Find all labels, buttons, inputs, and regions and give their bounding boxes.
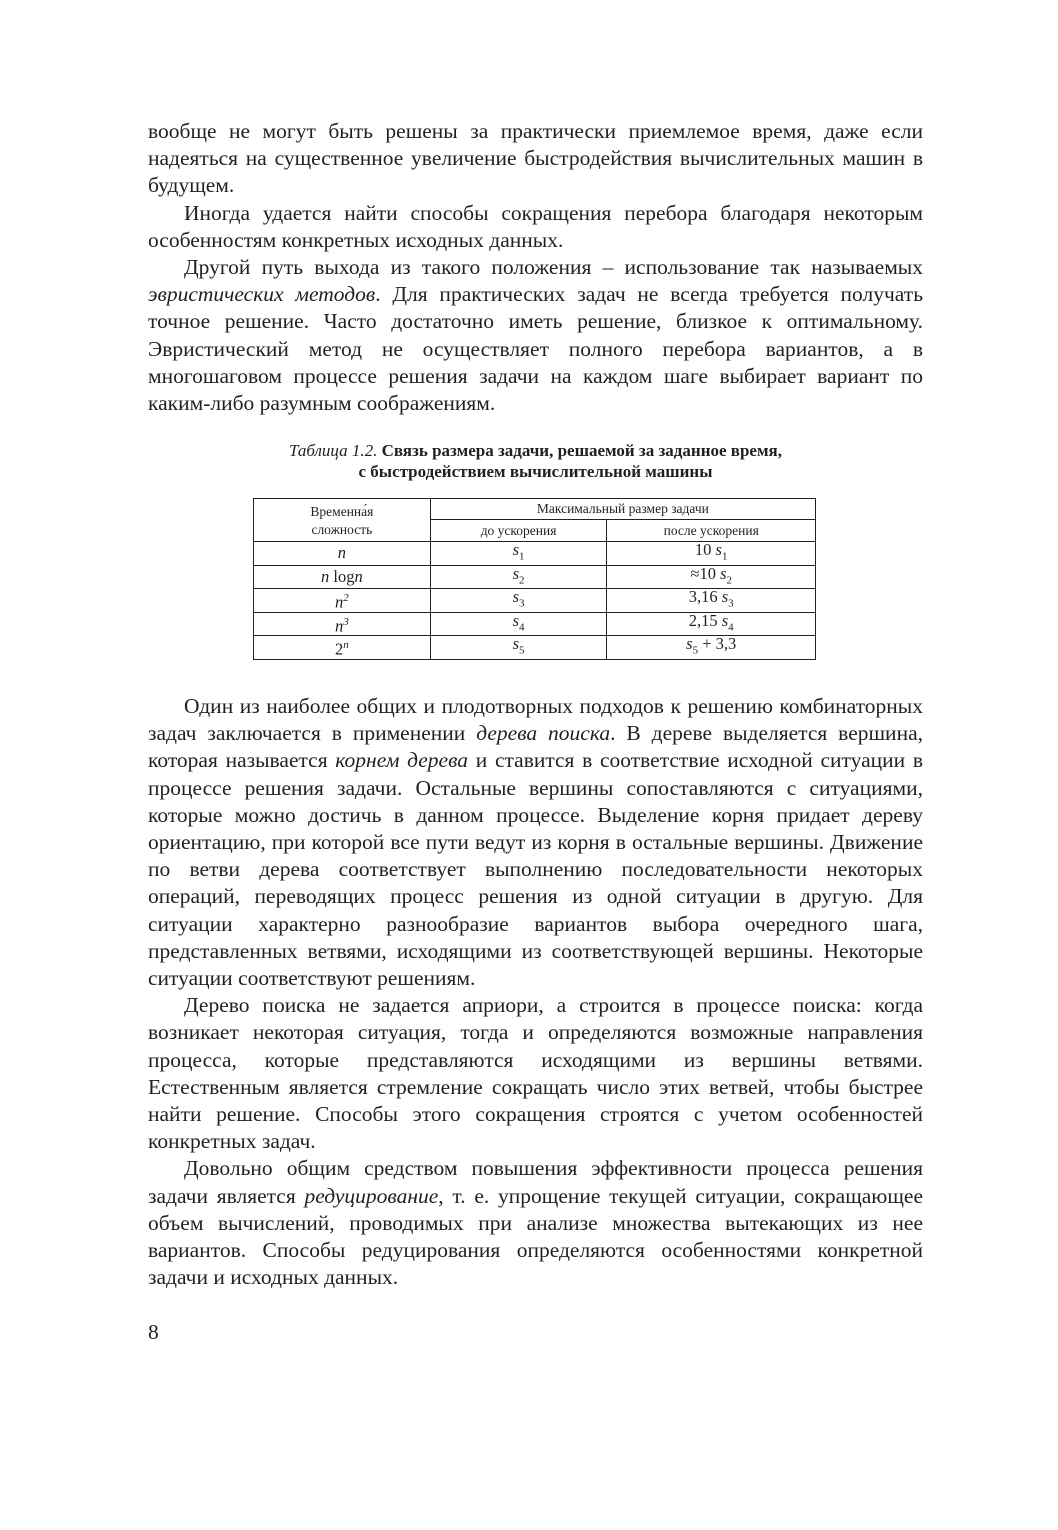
complexity-base: n [335, 592, 344, 612]
paragraph [148, 118, 923, 200]
size-var: s [720, 563, 727, 583]
header-complexity: Временна́я сложность [254, 499, 431, 542]
size-offset: + 3,3 [698, 634, 737, 654]
cell-complexity [254, 565, 431, 589]
size-var: s [686, 634, 693, 654]
paragraph-text: . В дереве выделяется вершина, которая называется [148, 721, 923, 773]
size-factor: 10 [694, 540, 716, 560]
size-var: s [721, 610, 729, 630]
size-index: 3 [519, 597, 525, 610]
table-row [254, 636, 816, 660]
size-index: 4 [728, 620, 734, 633]
complexity-base: n log [321, 566, 355, 586]
complexity-base: n [335, 616, 344, 635]
paragraph-text: Другой путь выхода из такого положения – использование так называемых [184, 255, 923, 280]
cell-after [607, 589, 816, 613]
size-var: s [512, 610, 520, 630]
size-index: 2 [519, 573, 525, 586]
cell-after [607, 542, 816, 566]
complexity-exponent: 3 [343, 615, 349, 628]
cell-before [430, 636, 607, 660]
size-factor: 2,15 [688, 610, 722, 630]
complexity-exponent: n [343, 639, 349, 651]
cell-after [607, 636, 816, 660]
complexity-base: 2 [335, 639, 344, 659]
size-var: s [512, 540, 520, 560]
page-number: 8 [148, 1320, 159, 1344]
text-block-bottom [148, 693, 923, 1291]
cell-before [430, 589, 607, 613]
header-before: до ускорения [430, 520, 607, 542]
table-row [254, 612, 816, 636]
size-factor: 3,16 [688, 587, 722, 607]
table-row [254, 565, 816, 589]
complexity-exponent: 2 [343, 592, 349, 604]
caption-title-line1: Связь размера задачи, решаемой за заданное время, [381, 441, 782, 460]
size-var: s [721, 587, 729, 607]
size-var: s [715, 540, 722, 560]
size-index: 2 [726, 573, 732, 586]
size-index: 1 [519, 550, 525, 563]
cell-after [607, 565, 816, 589]
paragraph-text: Довольно общим средством повышения эффективности процесса решения задачи является [148, 1156, 923, 1208]
table-caption [148, 440, 923, 482]
paragraph [148, 200, 923, 254]
text-block-top [148, 118, 923, 417]
cell-after [607, 612, 816, 636]
size-index: 1 [721, 550, 728, 563]
caption-title-line2: с быстродействием вычислительной машины [358, 462, 713, 481]
cell-complexity [254, 612, 431, 636]
size-var: s [512, 634, 520, 654]
size-index: 5 [519, 644, 525, 657]
size-index: 5 [692, 644, 699, 657]
cell-before [430, 565, 607, 589]
paragraph-text: , т. е. упрощение текущей ситуации, сокращающее объем вычислений, проводимых при анализе множества вытекающих из нее вариантов. Способы редуцирования определяются особенностями конкретной задачи и исходных данных. [148, 1183, 924, 1290]
size-factor: ≈10 [690, 563, 721, 583]
cell-complexity [254, 589, 431, 613]
complexity-base: n [337, 543, 346, 563]
cell-complexity [254, 636, 431, 660]
paragraph [148, 254, 923, 417]
italic-term: эвристических методов [148, 282, 376, 307]
paragraph-text: Один из наиболее общих и плодотворных подходов к решению комбинаторных задач заключается в применении [148, 694, 923, 746]
cell-complexity [254, 542, 431, 566]
table-row [254, 589, 816, 613]
table-row [254, 542, 816, 566]
header-max-size: Максимальный размер задачи [430, 499, 815, 520]
size-index: 3 [728, 597, 734, 610]
size-index: 4 [519, 620, 525, 633]
table-body [254, 542, 816, 660]
paragraph [148, 693, 923, 992]
paragraph-text: вообще не могут быть решены за практически приемлемое время, даже если надеяться на существенное увеличение быстродействия вычислительных машин в будущем. [148, 119, 923, 198]
paragraph-text: Иногда удается найти способы сокращения перебора благодаря некоторым особенностям конкретных исходных данных. [148, 200, 923, 252]
complexity-table [253, 498, 816, 660]
cell-before [430, 612, 607, 636]
cell-before [430, 542, 607, 566]
paragraph-text: Дерево поиска не задается априори, а строится в процессе поиска: когда возникает некоторая ситуация, тогда и определяются возможные направления процесса, которые представляются исходящими из вершины ветвями. Естественным является стремление сокращать число этих ветвей, чтобы быстрее найти решение. Способы этого сокращения строятся с учетом особенностей конкретных задач. [148, 993, 923, 1154]
italic-term: корнем дерева [335, 748, 469, 773]
header-after: после ускорения [607, 520, 816, 542]
italic-term: дерева поиска [476, 721, 611, 746]
paragraph-text: . Для практических задач не всегда требуется получать точное решение. Часто достаточно иметь решение, близкое к оптимальному. Эвристический метод не осуществляет полного перебора вариантов, а в многошаговом процессе решения задачи на каждом шаге выбирает вариант по каким-либо разумным соображениям. [148, 282, 923, 416]
size-var: s [512, 587, 520, 607]
caption-label: Таблица 1.2. [288, 441, 378, 460]
paragraph-text: и ставится в соответствие исходной ситуации в процессе решения задачи. Остальные вершины сопоставляются с ситуациями, которые можно достичь в данном процессе. Выделение корня придает дереву ориентацию, при которой все пути ведут из корня в остальные вершины. Движение по ветви дерева соответствует выполнению последовательности некоторых операций, переводящих процесс решения из одной ситуации в другую. Для ситуации характерно разнообразие вариантов выбора очередного шага, представленных ветвями, исходящими из соответствующей вершины. Некоторые ситуации соответствуют решениям. [148, 748, 923, 991]
italic-term: редуцирование [304, 1183, 439, 1208]
complexity-tail: n [354, 566, 363, 586]
size-var: s [512, 563, 520, 583]
paragraph [148, 992, 923, 1155]
paragraph [148, 1155, 923, 1291]
